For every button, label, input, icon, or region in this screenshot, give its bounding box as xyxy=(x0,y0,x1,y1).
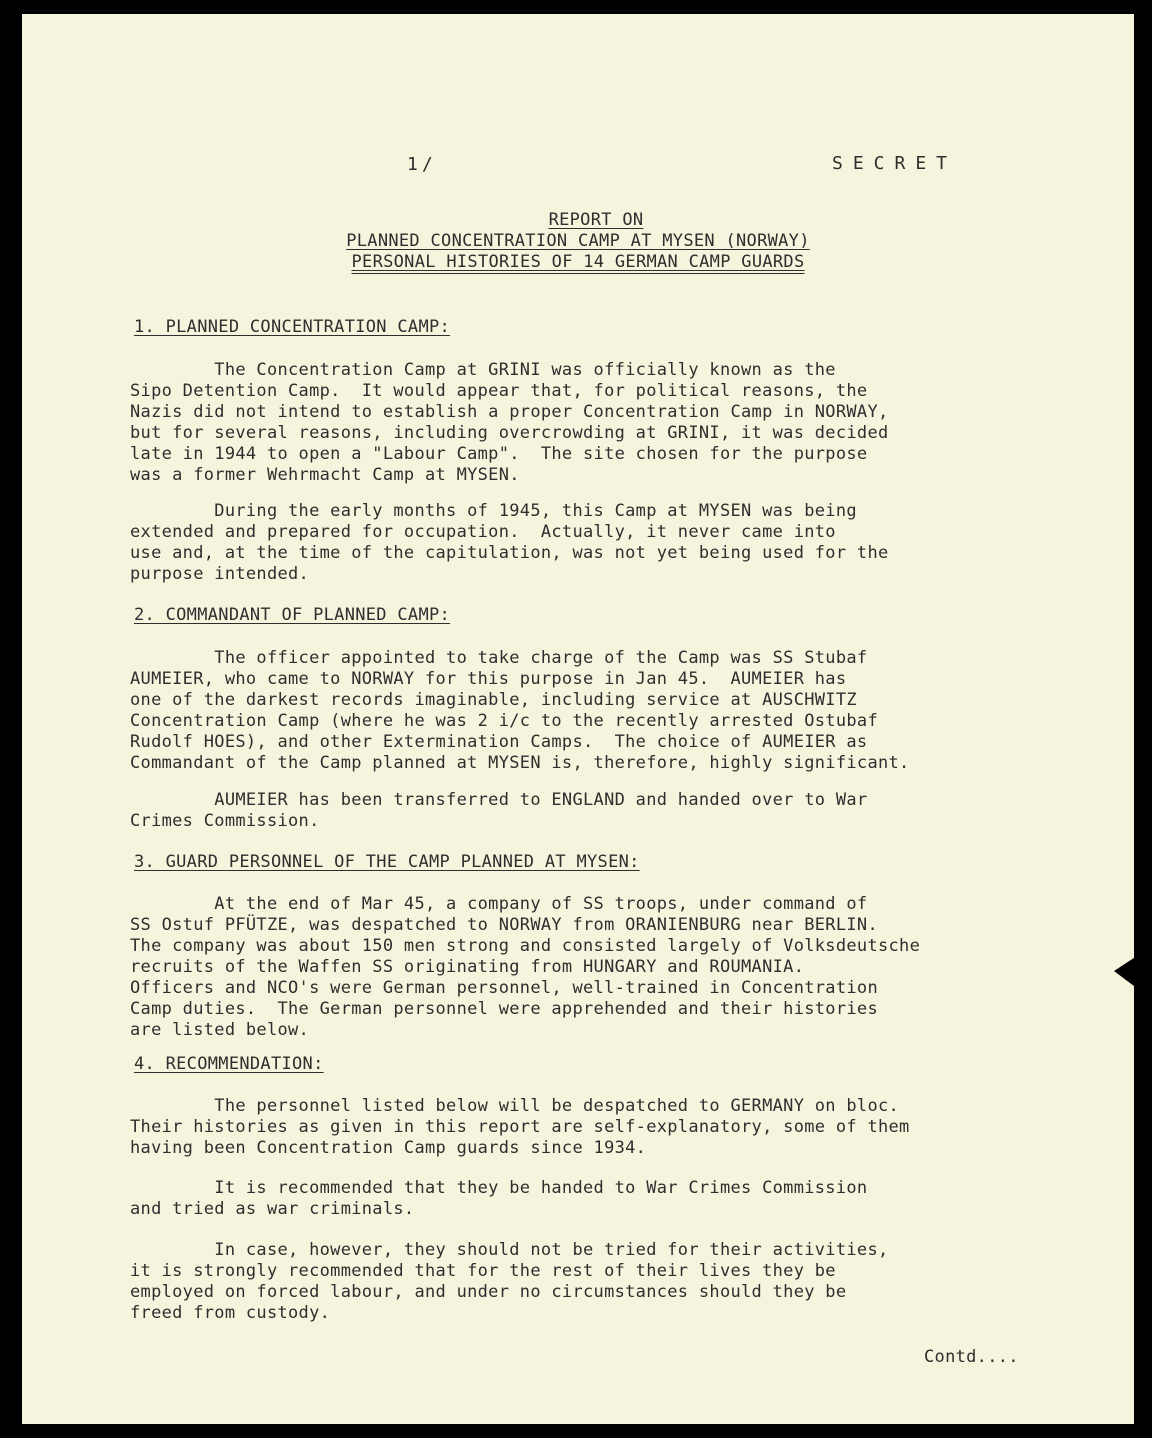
section-2-heading: 2. COMMANDANT OF PLANNED CAMP: xyxy=(134,605,451,625)
section-1-paragraph-2: During the early months of 1945, this Camp at MYSEN was being extended and prepared for occupation. Actually, it never came into use and, at the time of the capitulation, was not yet being used for the purpose intended. xyxy=(130,501,889,584)
classification-marking: SECRET xyxy=(832,153,958,174)
section-1-paragraph-1: The Concentration Camp at GRINI was officially known as the Sipo Detention Camp. It would appear that, for political reasons, the Nazis did not intend to establish a proper Concentration Camp in NORWAY, but for several reasons, including overcrowding at GRINI, it was decided late in 1944 to open a "Labour Camp". The site chosen for the purpose was a former Wehrmacht Camp at MYSEN. xyxy=(130,360,889,485)
section-4-paragraph-2: It is recommended that they be handed to War Crimes Commission and tried as war criminals. xyxy=(130,1178,868,1219)
section-4-heading: 4. RECOMMENDATION: xyxy=(134,1054,324,1074)
section-3-heading: 3. GUARD PERSONNEL OF THE CAMP PLANNED AT MYSEN: xyxy=(134,852,640,872)
section-1-heading: 1. PLANNED CONCENTRATION CAMP: xyxy=(134,317,451,337)
section-3-paragraph-1: At the end of Mar 45, a company of SS troops, under command of SS Ostuf PFÜTZE, was despatched to NORWAY from ORANIENBURG near BERLIN. The company was about 150 men strong and consisted largely of Volksdeutsche recruits of the Waffen SS originating from HUNGARY and ROUMANIA. Officers and NCO's were German personnel, well-trained in Concentration Camp duties. The German personnel were apprehended and their histories are listed below. xyxy=(130,894,921,1040)
title-line-2: PLANNED CONCENTRATION CAMP AT MYSEN (NORWAY) xyxy=(346,231,810,251)
document-body xyxy=(22,14,1134,1424)
section-4-paragraph-1: The personnel listed below will be despatched to GERMANY on bloc. Their histories as given in this report are self-explanatory, some of them having been Concentration Camp guards since 1934. xyxy=(130,1096,910,1158)
section-2-paragraph-1: The officer appointed to take charge of the Camp was SS Stubaf AUMEIER, who came to NORWAY for this purpose in Jan 45. AUMEIER has one of the darkest records imaginable, including service at AUSCHWITZ Concentration Camp (where he was 2 i/c to the recently arrested Ostubaf Rudolf HOES), and other Extermination Camps. The choice of AUMEIER as Commandant of the Camp planned at MYSEN is, therefore, highly significant. xyxy=(130,648,910,773)
document-page xyxy=(22,14,1134,1424)
title-line-3: PERSONAL HISTORIES OF 14 GERMAN CAMP GUARDS xyxy=(351,252,805,272)
continuation-note: Contd.... xyxy=(924,1347,1019,1367)
report-title xyxy=(22,210,1134,273)
document-reference: 1/ xyxy=(407,154,437,175)
section-4-paragraph-3: In case, however, they should not be tried for their activities, it is strongly recommended that for the rest of their lives they be employed on forced labour, and under no circumstances should they be freed from custody. xyxy=(130,1240,889,1323)
section-2-paragraph-2: AUMEIER has been transferred to ENGLAND and handed over to War Crimes Commission. xyxy=(130,790,868,831)
title-line-1: REPORT ON xyxy=(548,210,644,230)
